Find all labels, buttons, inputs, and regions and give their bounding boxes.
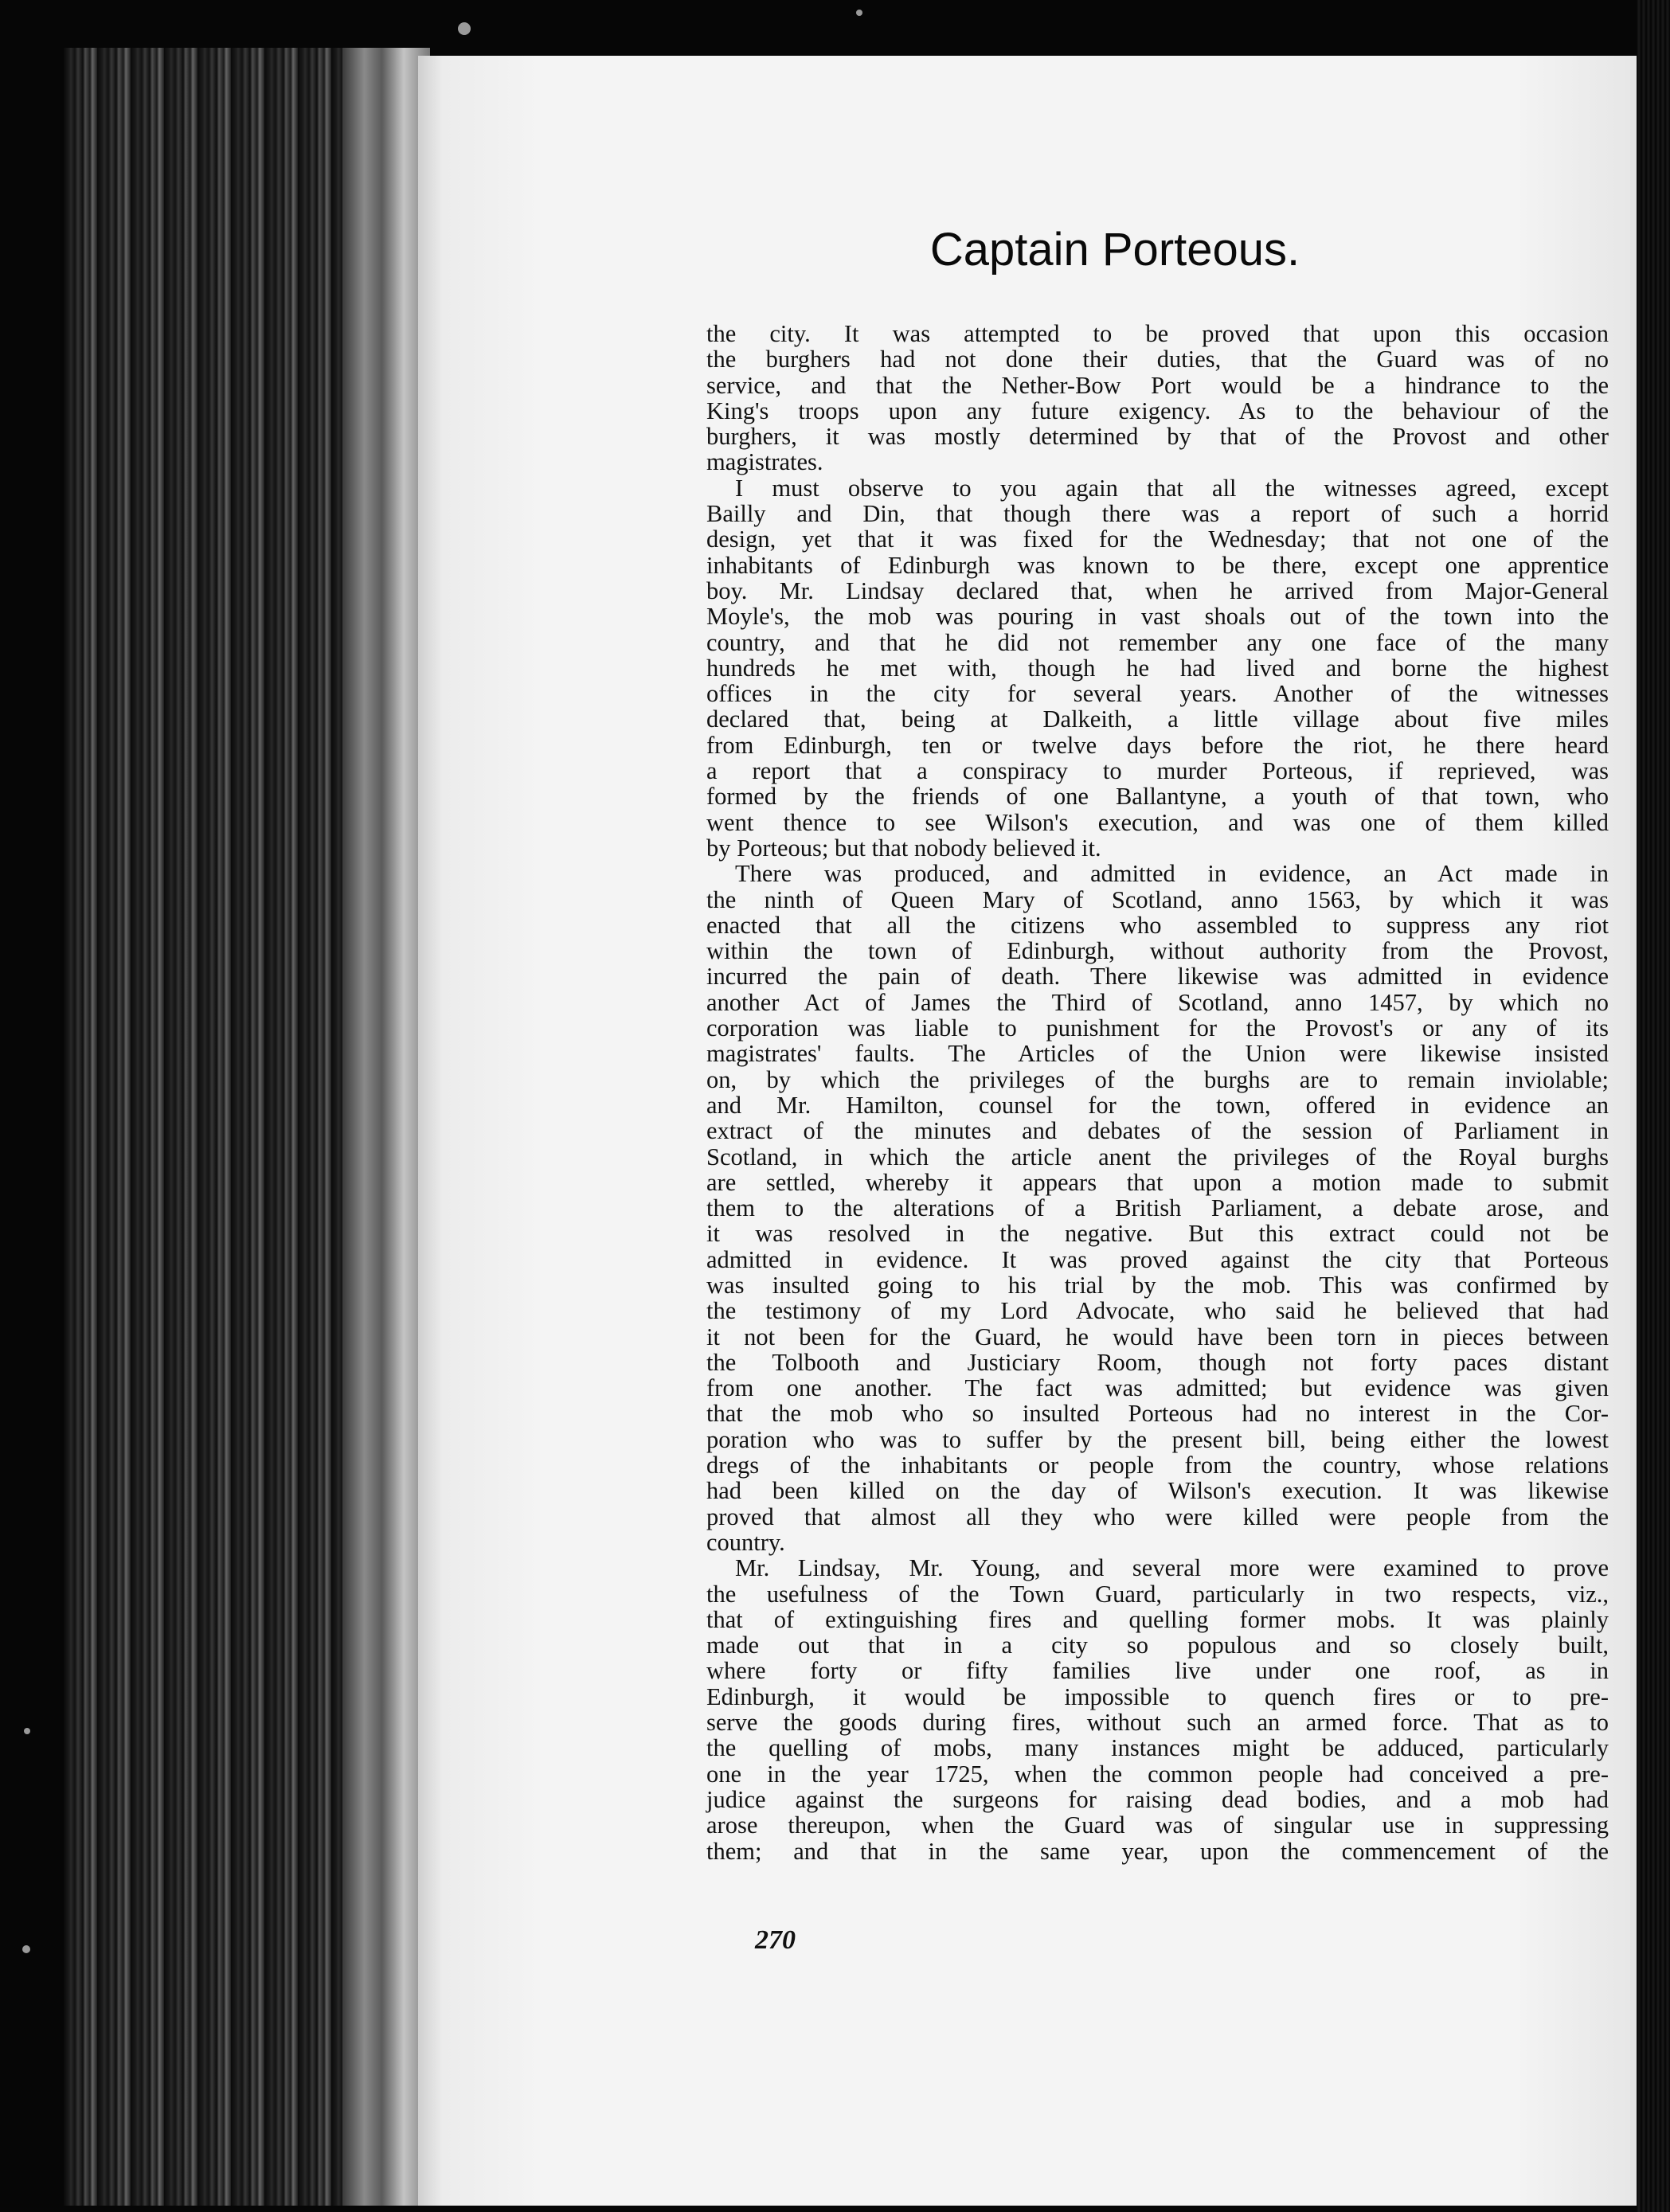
text-line: Moyle's, the mob was pouring in vast shoals out of the town into the <box>706 603 1609 631</box>
text-line: I must observe to you again that all the witnesses agreed, except <box>735 474 1609 502</box>
text-line: service, and that the Nether-Bow Port would be a hindrance to the <box>706 371 1609 399</box>
text-line: country. <box>706 1528 785 1556</box>
page-edge <box>342 48 430 2206</box>
text-line: it was resolved in the negative. But this extract could not be <box>706 1220 1609 1248</box>
text-line: within the town of Edinburgh, without authority from the Provost, <box>706 937 1609 965</box>
page-title: Captain Porteous. <box>929 224 1300 276</box>
text-line: corporation was liable to punishment for the Provost's or any of its <box>706 1014 1609 1042</box>
text-line: poration who was to suffer by the present bill, being either the lowest <box>706 1425 1609 1453</box>
text-line: declared that, being at Dalkeith, a little village about five miles <box>706 705 1609 733</box>
text-line: the testimony of my Lord Advocate, who said he believed that had <box>706 1297 1609 1325</box>
text-line: had been killed on the day of Wilson's execution. It was likewise <box>706 1477 1609 1505</box>
text-line: Scotland, in which the article anent the privileges of the Royal burghs <box>706 1143 1609 1170</box>
text-line: are settled, whereby it appears that upon a motion made to submit <box>706 1168 1609 1196</box>
text-line: boy. Mr. Lindsay declared that, when he arrived from Major-General <box>706 576 1609 604</box>
text-line: went thence to see Wilson's execution, and was one of them killed <box>706 808 1609 836</box>
paragraph <box>706 1555 1609 1864</box>
paragraph <box>706 861 1609 1555</box>
body-text <box>706 321 1609 1864</box>
text-line: extract of the minutes and debates of the session of Parliament in <box>706 1117 1609 1145</box>
text-line: offices in the city for several years. Another of the witnesses <box>706 680 1609 708</box>
text-line: them to the alterations of a British Parliament, a debate arose, and <box>706 1194 1609 1222</box>
text-line: made out that in a city so populous and so closely built, <box>706 1632 1609 1659</box>
text-line: it not been for the Guard, he would have been torn in pieces between <box>706 1323 1609 1350</box>
text-line: country, and that he did not remember any one face of the many <box>706 628 1609 656</box>
paragraph <box>706 321 1609 475</box>
text-line: burghers, it was mostly determined by that of the Provost and other <box>706 423 1609 451</box>
text-line: inhabitants of Edinburgh was known to be there, except one apprentice <box>706 551 1609 579</box>
text-line: hundreds he met with, though he had lived and borne the highest <box>706 654 1609 682</box>
text-line: Edinburgh, it would be impossible to quench fires or to pre- <box>706 1682 1609 1710</box>
text-line: a report that a conspiracy to murder Porteous, if reprieved, was <box>706 757 1609 785</box>
text-line: proved that almost all they who were killed were people from the <box>706 1503 1609 1530</box>
text-line: arose thereupon, when the Guard was of singular use in suppressing <box>706 1811 1609 1839</box>
text-line: formed by the friends of one Ballantyne, a youth of that town, who <box>706 783 1609 811</box>
text-line: them; and that in the same year, upon the commencement of the <box>706 1837 1609 1865</box>
text-line: was insulted going to his trial by the mob. This was confirmed by <box>706 1271 1609 1299</box>
text-line: magistrates. <box>706 448 823 476</box>
text-line: judice against the surgeons for raising dead bodies, and a mob had <box>706 1785 1609 1813</box>
text-line: enacted that all the citizens who assembled to suppress any riot <box>706 911 1609 939</box>
text-line: Mr. Lindsay, Mr. Young, and several more were examined to prove <box>735 1554 1609 1582</box>
page-number: 270 <box>755 1925 796 1955</box>
text-line: and Mr. Hamilton, counsel for the town, offered in evidence an <box>706 1091 1609 1119</box>
text-line: dregs of the inhabitants or people from the country, whose relations <box>706 1452 1609 1479</box>
text-line: on, by which the privileges of the burghs are to remain inviolable; <box>706 1065 1609 1093</box>
film-speck <box>24 1728 30 1734</box>
text-line: Bailly and Din, that though there was a report of such a horrid <box>706 500 1609 528</box>
text-line: There was produced, and admitted in evidence, an Act made in <box>735 860 1609 888</box>
film-speck <box>22 1945 30 1953</box>
text-line: the usefulness of the Town Guard, particularly in two respects, viz., <box>706 1580 1609 1608</box>
text-line: that of extinguishing fires and quelling former mobs. It was plainly <box>706 1605 1609 1633</box>
text-line: the quelling of mobs, many instances might be adduced, particularly <box>706 1734 1609 1762</box>
film-edge <box>1637 0 1670 2212</box>
text-line: admitted in evidence. It was proved against the city that Porteous <box>706 1245 1609 1273</box>
text-line: King's troops upon any future exigency. As to the behaviour of the <box>706 397 1609 424</box>
text-line: from one another. The fact was admitted; but evidence was given <box>706 1374 1609 1402</box>
text-line: magistrates' faults. The Articles of the Union were likewise insisted <box>706 1040 1609 1068</box>
text-line: one in the year 1725, when the common people had conceived a pre- <box>706 1760 1609 1788</box>
text-line: design, yet that it was fixed for the Wednesday; that not one of the <box>706 526 1609 553</box>
film-speck <box>458 22 471 35</box>
text-line: the city. It was attempted to be proved that upon this occasion <box>706 320 1609 347</box>
text-line: the Tolbooth and Justiciary Room, though not forty paces distant <box>706 1348 1609 1376</box>
text-line: the burghers had not done their duties, that the Guard was of no <box>706 346 1609 373</box>
text-line: another Act of James the Third of Scotland, anno 1457, by which no <box>706 988 1609 1016</box>
text-line: where forty or fifty families live under one roof, as in <box>706 1657 1609 1685</box>
text-line: incurred the pain of death. There likewise was admitted in evidence <box>706 963 1609 991</box>
text-line: by Porteous; but that nobody believed it. <box>706 834 1101 862</box>
text-line: from Edinburgh, ten or twelve days before the riot, he there heard <box>706 731 1609 759</box>
text-line: the ninth of Queen Mary of Scotland, anno 1563, by which it was <box>706 885 1609 913</box>
text-line: serve the goods during fires, without such an armed force. That as to <box>706 1709 1609 1737</box>
text-line: that the mob who so insulted Porteous had no interest in the Cor- <box>706 1400 1609 1428</box>
paragraph <box>706 475 1609 861</box>
film-speck <box>856 10 862 16</box>
